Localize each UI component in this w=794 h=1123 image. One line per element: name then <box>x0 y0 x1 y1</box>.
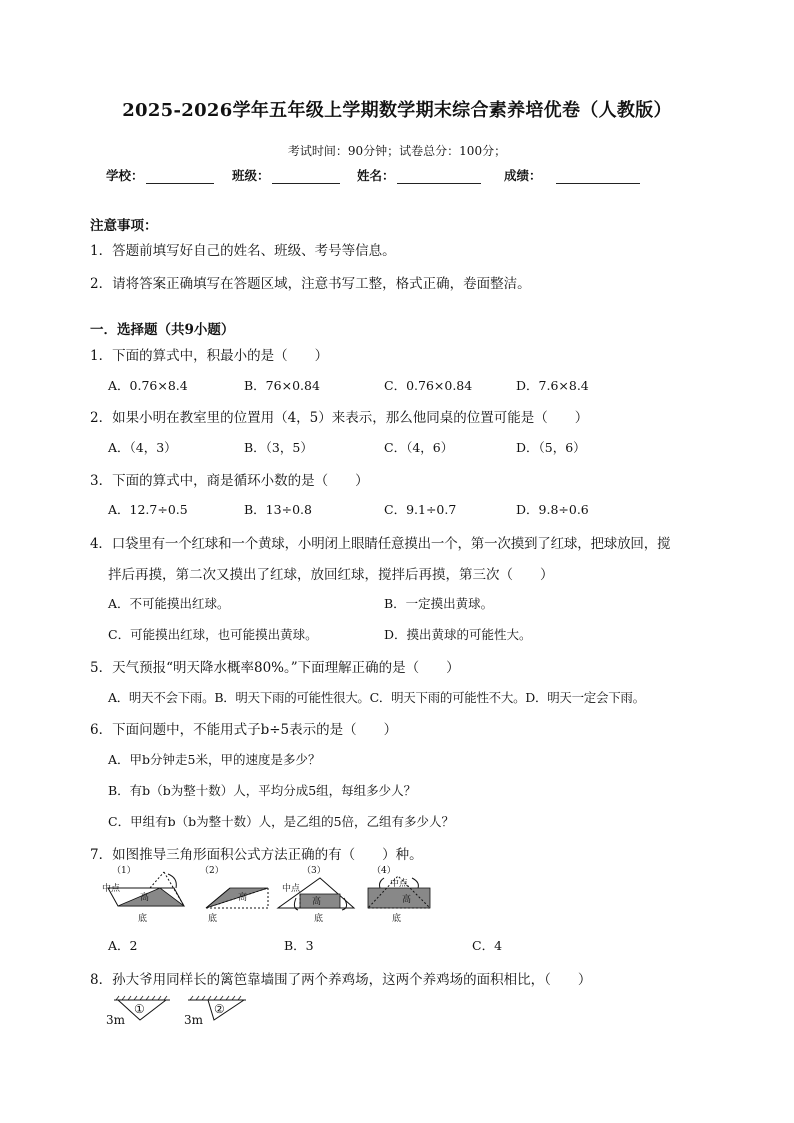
fig1-height-label: 高 <box>140 893 150 903</box>
q4-option-c[interactable]: C．可能摸出红球，也可能摸出黄球。 <box>108 627 318 642</box>
fig2-height-label: 高 <box>238 893 248 903</box>
q7-option-a[interactable]: A．2 <box>108 938 138 953</box>
class-field <box>232 166 340 184</box>
coop2-length-label: 3m <box>184 1013 204 1027</box>
q1-option-a[interactable]: A．0.76×8.4 <box>108 378 188 393</box>
note-item: 2．请将答案正确填写在答题区域，注意书写工整，格式正确，卷面整洁。 <box>90 276 531 292</box>
fig4-midpoint-label: 中点 <box>390 879 409 889</box>
q2-option-a[interactable]: A．（4，3） <box>108 440 177 455</box>
question-5-stem: 5．天气预报“明天降水概率80%。”下面理解正确的是（ ） <box>90 660 460 676</box>
question-6-stem: 6．下面问题中，不能用式子b÷5表示的是（ ） <box>90 722 398 738</box>
q6-option-a[interactable]: A．甲b分钟走5米，甲的速度是多少？ <box>108 752 321 767</box>
fig4-number: （4） <box>372 866 396 876</box>
class-label: 班级： <box>232 168 270 183</box>
q3-option-b[interactable]: B．13÷0.8 <box>244 502 312 517</box>
q4-option-b[interactable]: B．一定摸出黄球。 <box>384 596 494 611</box>
question-8-stem: 8．孙大爷用同样长的篱笆靠墙围了两个养鸡场，这两个养鸡场的面积相比，（ ） <box>90 972 592 988</box>
q1-option-b[interactable]: B．76×0.84 <box>244 378 320 393</box>
fig1-midpoint-label: 中点 <box>102 884 121 894</box>
fig3-number: （3） <box>302 866 326 876</box>
exam-info: 考试时间：90分钟；试卷总分：100分； <box>287 144 507 158</box>
fig3-height-label: 高 <box>312 897 322 907</box>
q2-option-c[interactable]: C．（4，6） <box>384 440 454 455</box>
fig4-base-label: 底 <box>392 914 402 924</box>
question-4-stem-line2: 拌后再摸，第二次又摸出了红球，放回红球，搅拌后再摸，第三次（ ） <box>108 567 554 583</box>
name-field <box>357 166 481 184</box>
q7-option-c[interactable]: C．4 <box>472 938 503 953</box>
question-1-stem: 1．下面的算式中，积最小的是（ ） <box>90 348 329 364</box>
section-heading: 一．选择题（共9小题） <box>90 322 235 338</box>
q4-option-d[interactable]: D．摸出黄球的可能性大。 <box>384 627 532 642</box>
note-item: 1．答题前填写好自己的姓名、班级、考号等信息。 <box>90 243 396 259</box>
fig2-base-label: 底 <box>208 914 218 924</box>
q4-option-a[interactable]: A．不可能摸出红球。 <box>108 596 230 611</box>
name-blank[interactable] <box>397 170 481 184</box>
coop2-number: ② <box>214 1002 225 1016</box>
score-blank[interactable] <box>556 170 640 184</box>
triangle-area-figure <box>100 864 440 930</box>
school-blank[interactable] <box>146 170 214 184</box>
fig2-number: （2） <box>200 866 224 876</box>
fig3-midpoint-label: 中点 <box>282 884 301 894</box>
coop1-number: ① <box>134 1002 145 1016</box>
q3-option-a[interactable]: A．12.7÷0.5 <box>108 502 188 517</box>
question-3-stem: 3．下面的算式中，商是循环小数的是（ ） <box>90 473 369 489</box>
q3-option-d[interactable]: D．9.8÷0.6 <box>516 502 589 517</box>
question-7-stem: 7．如图推导三角形面积公式方法正确的有（ ）种。 <box>90 847 423 863</box>
fig4-height-label: 高 <box>402 895 412 905</box>
q6-option-b[interactable]: B．有b（b为整十数）人，平均分成5组，每组多少人？ <box>108 783 417 798</box>
question-4-stem-line1: 4．口袋里有一个红球和一个黄球，小明闭上眼睛任意摸出一个，第一次摸到了红球，把球放回，搅 <box>90 536 671 552</box>
chicken-coop-figure <box>104 994 254 1028</box>
q5-options[interactable]: A．明天不会下雨。B．明天下雨的可能性很大。C．明天下雨的可能性不大。D．明天一定会下雨。 <box>108 690 645 705</box>
q2-option-b[interactable]: B．（3，5） <box>244 440 313 455</box>
class-blank[interactable] <box>272 170 340 184</box>
fig3-base-label: 底 <box>314 914 324 924</box>
score-field <box>504 166 640 184</box>
fig1-number: （1） <box>112 866 136 876</box>
q2-option-d[interactable]: D．（5，6） <box>516 440 586 455</box>
fig1-base-label: 底 <box>138 914 148 924</box>
school-field <box>106 166 214 184</box>
name-label: 姓名： <box>357 168 395 183</box>
q3-option-c[interactable]: C．9.1÷0.7 <box>384 502 457 517</box>
page-title: 2025-2026学年五年级上学期数学期末综合素养培优卷（人教版） <box>122 100 672 121</box>
score-label: 成绩： <box>504 168 542 183</box>
q1-option-c[interactable]: C．0.76×0.84 <box>384 378 473 393</box>
q1-option-d[interactable]: D．7.6×8.4 <box>516 378 589 393</box>
question-2-stem: 2．如果小明在教室里的位置用（4，5）来表示，那么他同桌的位置可能是（ ） <box>90 410 589 426</box>
notes-heading: 注意事项： <box>90 218 158 234</box>
school-label: 学校： <box>106 168 144 183</box>
q6-option-c[interactable]: C．甲组有b（b为整十数）人，是乙组的5倍，乙组有多少人？ <box>108 814 455 829</box>
q7-option-b[interactable]: B．3 <box>284 938 314 953</box>
coop1-length-label: 3m <box>106 1013 126 1027</box>
